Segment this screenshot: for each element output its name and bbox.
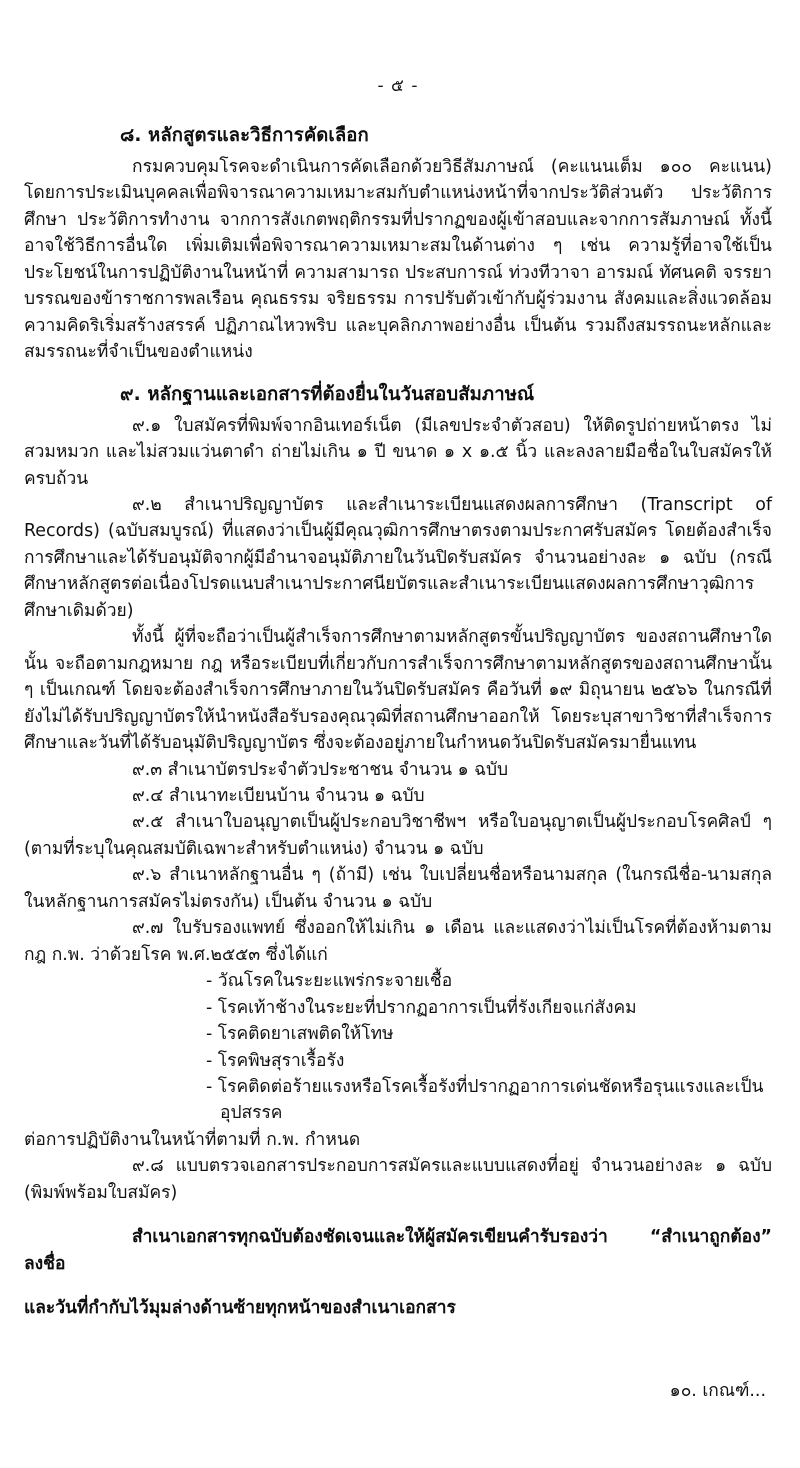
section-8-paragraph: กรมควบคุมโรคจะดำเนินการคัดเลือกด้วยวิธีสัมภาษณ์ (คะแนนเต็ม ๑๐๐ คะแนน) โดยการประเมินบุคคลเพื่อพิจารณาความเหมาะสมกับตำแหน่งหน้าที่จากประวัติส่วนตัว ประวัติการศึกษา ประวัติการทำงาน จากการสังเกตพฤติกรรมที่ปรากฏของผู้เข้าสอบและจากการสัมภาษณ์ ทั้งนี้ อาจใช้วิธีการอื่นใด เพิ่มเติมเพื่อพิจารณาความเหมาะสมในด้านต่าง ๆ เช่น ความรู้ที่อาจใช้เป็นประโยชน์ในการปฏิบัติงานในหน้าที่ ความสามารถ ประสบการณ์ ท่วงทีวาจา อารมณ์ ทัศนคติ จรรยาบรรณของข้าราชการพลเรือน คุณธรรม จริยธรรม การปรับตัวเข้ากับผู้ร่วมงาน สังคมและสิ่งแวดล้อม ความคิดริเริ่มสร้างสรรค์ ปฏิภาณไหวพริบ และบุคลิกภาพอย่างอื่น เป็นต้น รวมถึงสมรรถนะหลักและสมรรถนะที่จำเป็นของตำแหน่ง: [24, 157, 772, 363]
item-9-3: ๙.๓ สำเนาบัตรประจำตัวประชาชน จำนวน ๑ ฉบับ: [132, 759, 509, 780]
list-item: - โรคเท้าช้างในระยะที่ปรากฏอาการเป็นที่รังเกียจแก่สังคม: [206, 997, 637, 1018]
list-item: - โรคพิษสุราเรื้อรัง: [206, 1050, 345, 1071]
list-item: - โรคติดยาเสพติดให้โทษ: [206, 1024, 394, 1045]
section-heading-8: ๘. หลักสูตรและวิธีการคัดเลือก: [120, 125, 369, 146]
list-item: - โรคติดต่อร้ายแรงหรือโรคเรื้อรังที่ปรากฏอาการเด่นชัดหรือรุนแรงและเป็นอุปสรรค: [206, 1076, 764, 1124]
item-9-7: ๙.๗ ใบรับรองแพทย์ ซึ่งออกให้ไม่เกิน ๑ เดือน และแสดงว่าไม่เป็นโรคที่ต้องห้ามตามกฎ ก.พ. ว่าด้วยโรค พ.ศ.๒๕๕๓ ซึ่งได้แก่: [24, 918, 772, 965]
page-number: - ๕ -: [377, 76, 419, 96]
section-heading-9: ๙. หลักฐานและเอกสารที่ต้องยื่นในวันสอบสัมภาษณ์: [120, 383, 535, 405]
item-9-4: ๙.๔ สำเนาทะเบียนบ้าน จำนวน ๑ ฉบับ: [132, 785, 425, 806]
item-9-6: ๙.๖ สำเนาหลักฐานอื่น ๆ (ถ้ามี) เช่น ใบเปลี่ยนชื่อหรือนามสกุล (ในกรณีชื่อ-นามสกุล ในหลักฐานการสมัครไม่ตรงกัน) เป็นต้น จำนวน ๑ ฉบับ: [24, 865, 772, 912]
item-9-8: ๙.๘ แบบตรวจเอกสารประกอบการสมัครและแบบแสดงที่อยู่ จำนวนอย่างละ ๑ ฉบับ (พิมพ์พร้อมใบสมัคร): [24, 1156, 772, 1203]
disease-list-continuation: ต่อการปฏิบัติงานในหน้าที่ตามที่ ก.พ. กำหนด: [24, 1129, 361, 1150]
item-9-5: ๙.๕ สำเนาใบอนุญาตเป็นผู้ประกอบวิชาชีพฯ หรือใบอนุญาตเป็นผู้ประกอบโรคศิลป์ ๆ (ตามที่ระบุในคุณสมบัติเฉพาะสำหรับตำแหน่ง) จำนวน ๑ ฉบับ: [24, 812, 772, 859]
list-item: - วัณโรคในระยะแพร่กระจายเชื้อ: [206, 971, 453, 992]
closing-paragraph-2: และวันที่กำกับไว้มุมล่างด้านซ้ายทุกหน้าของสำเนาเอกสาร: [24, 1297, 456, 1318]
closing-paragraph-1: สำเนาเอกสารทุกฉบับต้องชัดเจนและให้ผู้สมัครเขียนคำรับรองว่า “สำเนาถูกต้อง” ลงชื่อ: [24, 1227, 772, 1274]
item-9-1: ๙.๑ ใบสมัครที่พิมพ์จากอินเทอร์เน็ต (มีเลขประจำตัวสอบ) ให้ติดรูปถ่ายหน้าตรง ไม่สวมหมวก และไม่สวมแว่นตาดำ ถ่ายไม่เกิน ๑ ปี ขนาด ๑ x ๑.๕ นิ้ว และลงลายมือชื่อในใบสมัครให้ครบถ้วน: [24, 415, 772, 489]
disease-list: [24, 968, 772, 1127]
footer-continuation-note: ๑๐. เกณฑ์...: [669, 1381, 766, 1401]
item-9-2: ๙.๒ สำเนาปริญญาบัตร และสำเนาระเบียนแสดงผลการศึกษา (Transcript of Records) (ฉบับสมบูรณ์) ที่แสดงว่าเป็นผู้มีคุณวุฒิการศึกษาตรงตามประกาศรับสมัคร โดยต้องสำเร็จการศึกษาและได้รับอนุมัติจากผู้มีอำนาจอนุมัติภายในวันปิดรับสมัคร จำนวนอย่างละ ๑ ฉบับ (กรณีศึกษาหลักสูตรต่อเนื่องโปรดแนบสำเนาประกาศนียบัตรและสำเนาระเบียนแสดงผลการศึกษาวุฒิการศึกษาเดิมด้วย): [24, 494, 772, 621]
item-9-2-note: ทั้งนี้ ผู้ที่จะถือว่าเป็นผู้สำเร็จการศึกษาตามหลักสูตรขั้นปริญญาบัตร ของสถานศึกษาใดนั้น จะถือตามกฎหมาย กฎ หรือระเบียบที่เกี่ยวกับการสำเร็จการศึกษาตามหลักสูตรของสถานศึกษานั้น ๆ เป็นเกณฑ์ โดยจะต้องสำเร็จการศึกษาภายในวันปิดรับสมัคร คือวันที่ ๑๙ มิถุนายน ๒๕๖๖ ในกรณีที่ยังไม่ได้รับปริญญาบัตรให้นำหนังสือรับรองคุณวุฒิที่สถานศึกษาออกให้ โดยระบุสาขาวิชาที่สำเร็จการศึกษาและวันที่ได้รับอนุมัติปริญญาบัตร ซึ่งจะต้องอยู่ภายในกำหนดวันปิดรับสมัครมายื่นแทน: [24, 627, 772, 754]
